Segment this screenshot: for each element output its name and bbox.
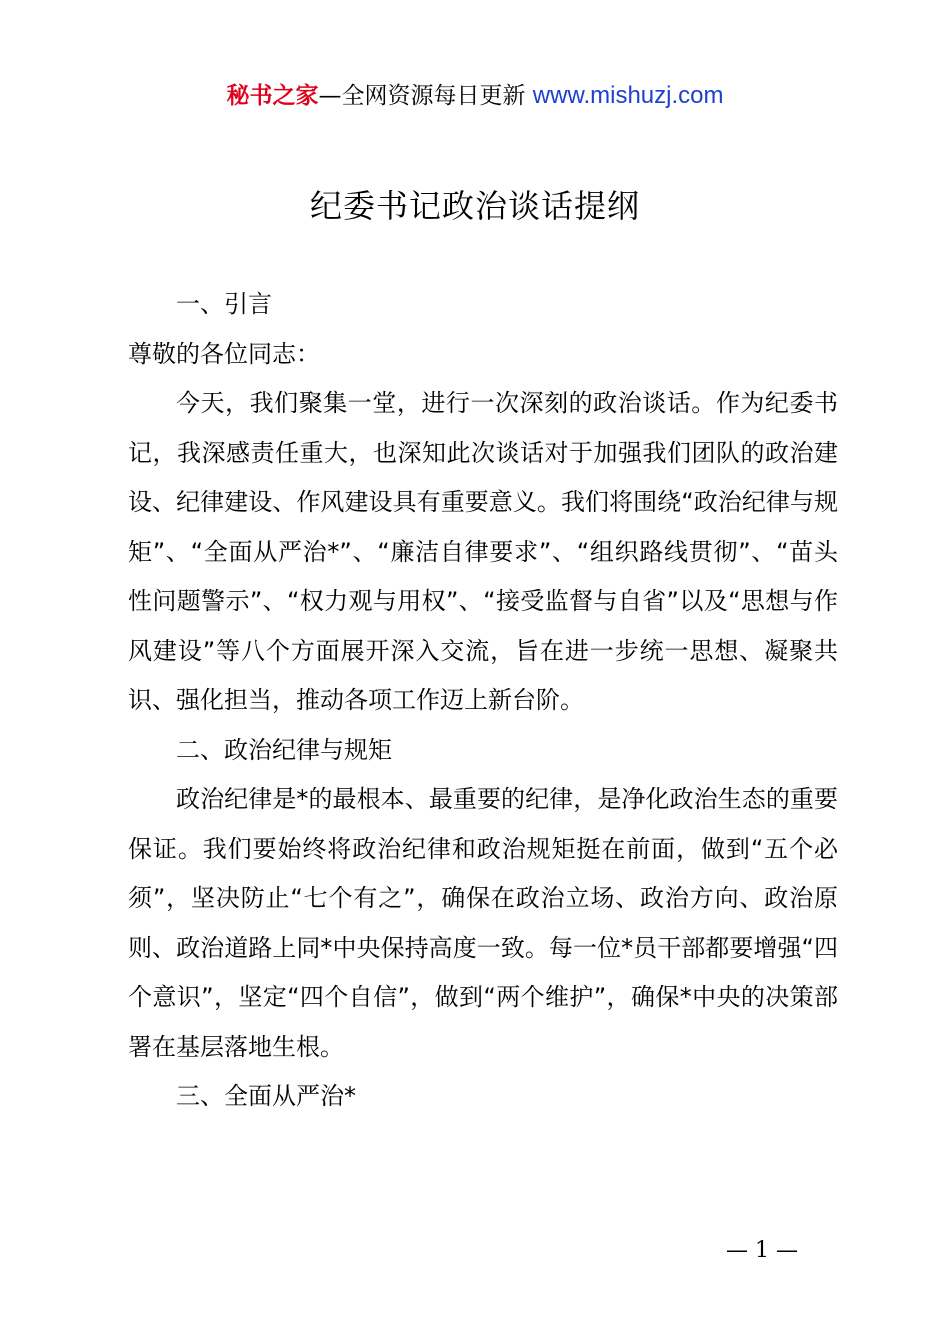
section-heading-intro: 一、引言 [176,290,272,318]
document-title: 纪委书记政治谈话提纲 [309,187,640,225]
section-heading-strict-governance: 三、全面从严治* [176,1082,356,1110]
site-banner [0,80,950,112]
document-body [128,280,838,1122]
banner-tagline: —全网资源每日更新 [318,83,526,109]
page-number: — 1 — [726,1238,798,1263]
section-heading-discipline: 二、政治纪律与规矩 [176,735,392,764]
paragraph-discipline: 政治纪律是*的最根本、最重要的纪律，是净化政治生态的重要保证。我们要始终将政治纪律和政治规矩挺在前面，做到“五个必须”，坚决防止“七个有之”，确保在政治立场、政治方向、政治原则、政治道路上同*中央保持高度一致。每一位*员干部都要增强“四个意识”，坚定“四个自信”，做到“两个维护”，确保*中央的决策部署在基层落地生根。 [128,785,838,1061]
brand-name: 秘书之家 [226,83,319,109]
site-url-link[interactable]: www.mishuzj.com [532,82,724,109]
paragraph-intro: 今天，我们聚集一堂，进行一次深刻的政治谈话。作为纪委书记，我深感责任重大，也深知此次谈话对于加强我们团队的政治建设、纪律建设、作风建设具有重要意义。我们将围绕“政治纪律与规矩”、“全面从严治*”、“廉洁自律要求”、“组织路线贯彻”、“苗头性问题警示”、“权力观与用权”、“接受监督与自省”以及“思想与作风建设”等八个方面展开深入交流，旨在进一步统一思想、凝聚共识、强化担当，推动各项工作迈上新台阶。 [128,389,838,714]
salutation: 尊敬的各位同志： [128,339,320,368]
